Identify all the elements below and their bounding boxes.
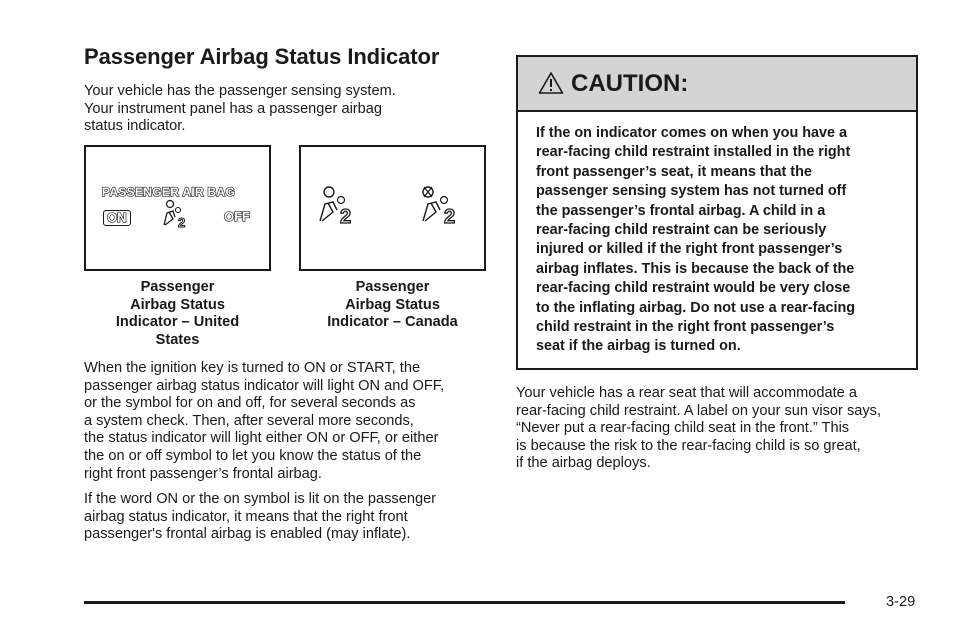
canada-indicator-figure — [299, 145, 486, 271]
text-line: child restraint in the right front passenger’s — [536, 319, 835, 336]
canada-figure-caption — [299, 279, 486, 332]
text-line: the on or off symbol to let you know the status of the — [84, 447, 422, 464]
text-line: rear-facing child restraint installed in the right — [536, 144, 851, 161]
text-line: or the symbol for on and off, for several seconds as — [84, 395, 416, 412]
svg-text:2: 2 — [178, 215, 186, 230]
us-indicator-figure — [84, 145, 271, 271]
text-line: passenger's frontal airbag is enabled (may inflate). — [84, 526, 411, 543]
on-label-box — [103, 210, 131, 226]
text-line: rear-facing child restraint would be very close — [536, 280, 851, 297]
text-line: rear-facing child restraint. A label on your sun visor says, — [516, 402, 882, 419]
text-line: the status indicator will light either ON or OFF, or either — [84, 430, 439, 447]
caption-line: States — [155, 331, 200, 348]
airbag-on-symbol-icon — [317, 185, 363, 227]
text-line: Your vehicle has a rear seat that will accommodate a — [516, 385, 857, 401]
text-line: If the word ON or the on symbol is lit on the passenger — [84, 491, 437, 507]
rear-seat-paragraph — [516, 385, 881, 473]
text-line: to the inflating airbag. Do not use a rear-facing — [536, 299, 856, 316]
warning-triangle-icon — [538, 71, 564, 95]
text-line: injured or killed if the right front passenger’s — [536, 241, 843, 258]
airbag-off-symbol-icon — [417, 183, 467, 227]
text-line: status indicator. — [84, 118, 186, 135]
panel-label: PASSENGER AIR BAG — [102, 185, 236, 199]
text-line: seat if the airbag is turned on. — [536, 338, 741, 355]
us-figure-caption — [84, 279, 271, 349]
off-label: OFF — [224, 209, 250, 224]
text-line: passenger sensing system has not turned off — [536, 183, 847, 200]
text-line: Your vehicle has the passenger sensing system. — [84, 83, 396, 99]
footer-rule — [84, 601, 845, 604]
svg-text:2: 2 — [340, 206, 352, 227]
caption-line: Airbag Status — [130, 296, 225, 313]
text-line: is because the risk to the rear-facing child is so great, — [516, 437, 861, 454]
text-line: airbag inflates. This is because the back of the — [536, 260, 855, 277]
caption-line: Indicator – United — [115, 314, 240, 331]
text-line: Your instrument panel has a passenger airbag — [84, 100, 383, 117]
svg-text:2: 2 — [444, 206, 456, 227]
text-line: airbag status indicator, it means that the right front — [84, 508, 408, 525]
page-number: 3-29 — [886, 594, 916, 610]
text-line: front passenger’s seat, it means that the — [536, 163, 812, 180]
intro-paragraph — [84, 83, 396, 136]
text-line: the passenger’s frontal airbag. A child in a — [536, 202, 826, 219]
passenger-airbag-icon — [161, 199, 191, 231]
caption-line: Airbag Status — [345, 296, 440, 313]
text-line: When the ignition key is turned to ON or START, the — [84, 360, 421, 376]
text-line: right front passenger’s frontal airbag. — [84, 465, 322, 482]
text-line: rear-facing child restraint can be seriously — [536, 222, 827, 239]
ignition-paragraph — [84, 360, 444, 483]
page-title: Passenger Airbag Status Indicator — [84, 44, 440, 69]
text-line: passenger airbag status indicator will light ON and OFF, — [84, 377, 445, 394]
text-line: a system check. Then, after several more seconds, — [84, 412, 414, 429]
caption-line: Passenger — [140, 279, 215, 295]
caution-title: CAUTION: — [571, 70, 689, 97]
caution-box — [516, 55, 918, 370]
text-line: “Never put a rear-facing child seat in the front.” This — [516, 420, 850, 437]
caution-header — [518, 57, 916, 112]
text-line: If the on indicator comes on when you have a — [536, 125, 848, 141]
on-label: ON — [107, 210, 127, 225]
caution-text — [536, 124, 855, 357]
caption-line: Passenger — [355, 279, 430, 295]
on-symbol-paragraph — [84, 491, 436, 544]
caption-line: Indicator – Canada — [327, 314, 458, 331]
text-line: if the airbag deploys. — [516, 455, 651, 472]
